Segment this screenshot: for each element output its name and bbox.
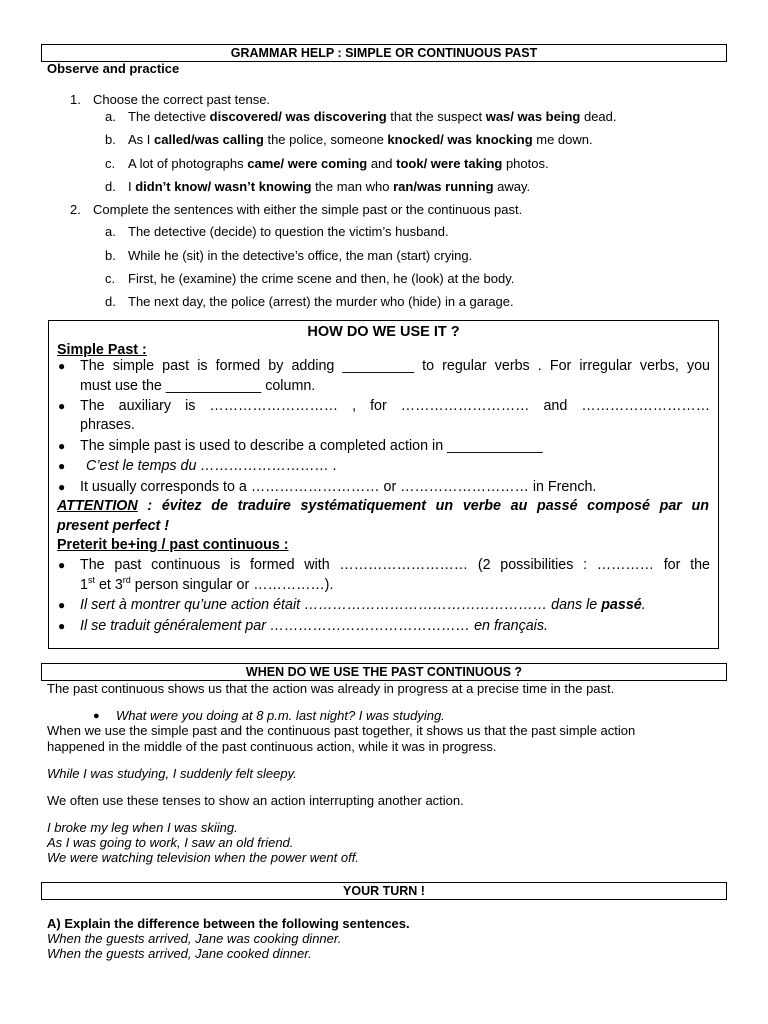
bullet-icon: ● bbox=[58, 480, 66, 494]
past-continuous-line: Il se traduit généralement par …………………………………… en français. bbox=[80, 618, 548, 634]
ex2-item: First, he (examine) the crime scene and then, he (look) at the body. bbox=[128, 271, 515, 286]
header-your-turn: YOUR TURN ! bbox=[41, 882, 727, 900]
when-paragraph: The past continuous shows us that the action was already in progress at a precise time in the past. bbox=[47, 681, 615, 696]
ex1-letter: a. bbox=[105, 109, 116, 124]
your-turn-question: A) Explain the difference between the following sentences. bbox=[47, 916, 410, 931]
header-grammar-help: GRAMMAR HELP : SIMPLE OR CONTINUOUS PAST bbox=[41, 44, 727, 62]
ex1-letter: c. bbox=[105, 156, 116, 171]
when-paragraph: We often use these tenses to show an action interrupting another action. bbox=[47, 793, 464, 808]
ex2-letter: b. bbox=[105, 248, 116, 263]
when-example: We were watching television when the power went off. bbox=[47, 850, 359, 865]
bullet-icon: ● bbox=[93, 710, 100, 722]
ex1-item: As I called/was calling the police, someone knocked/ was knocking me down. bbox=[128, 132, 593, 147]
ex1-letter: d. bbox=[105, 179, 116, 194]
simple-past-line: The simple past is formed by adding _________ to regular verbs . For irregular verbs, you bbox=[80, 358, 710, 374]
attention-line: present perfect ! bbox=[57, 518, 170, 534]
when-example: I broke my leg when I was skiing. bbox=[47, 820, 238, 835]
bullet-icon: ● bbox=[58, 359, 66, 373]
ex2-item: The next day, the police (arrest) the murder who (hide) in a garage. bbox=[128, 294, 514, 309]
ex2-item: While he (sit) in the detective’s office, the man (start) crying. bbox=[128, 248, 473, 263]
simple-past-heading: Simple Past : bbox=[57, 342, 147, 358]
bullet-icon: ● bbox=[58, 619, 66, 633]
bullet-icon: ● bbox=[58, 459, 66, 473]
simple-past-line: The auxiliary is ……………………… , for ……………………… and ……………………… bbox=[80, 398, 710, 414]
when-paragraph: When we use the simple past and the continuous past together, it shows us that the past simple action bbox=[47, 723, 636, 738]
bullet-icon: ● bbox=[58, 439, 66, 453]
bullet-icon: ● bbox=[58, 399, 66, 413]
past-continuous-line: Il sert à montrer qu’une action était …………………………………………… dans le passé. bbox=[80, 597, 646, 613]
ex1-title: Choose the correct past tense. bbox=[93, 92, 271, 107]
box-title: HOW DO WE USE IT ? bbox=[307, 324, 460, 340]
ex1-number: 1. bbox=[70, 92, 81, 107]
header-when-past-continuous: WHEN DO WE USE THE PAST CONTINUOUS ? bbox=[41, 663, 727, 681]
observe-heading: Observe and practice bbox=[47, 61, 180, 76]
ex2-letter: c. bbox=[105, 271, 116, 286]
simple-past-line: phrases. bbox=[80, 417, 135, 433]
your-turn-sentence: When the guests arrived, Jane cooked dinner. bbox=[47, 946, 312, 961]
when-paragraph: happened in the middle of the past continuous action, while it was in progress. bbox=[47, 739, 497, 754]
your-turn-sentence: When the guests arrived, Jane was cooking dinner. bbox=[47, 931, 342, 946]
ex2-letter: a. bbox=[105, 224, 116, 239]
bullet-icon: ● bbox=[58, 558, 66, 572]
when-example: While I was studying, I suddenly felt sleepy. bbox=[47, 766, 297, 781]
ex1-item: I didn’t know/ wasn’t knowing the man who ran/was running away. bbox=[128, 179, 531, 194]
simple-past-line: The simple past is used to describe a completed action in ____________ bbox=[80, 438, 543, 454]
simple-past-line: It usually corresponds to a ……………………… or ……………………… in French. bbox=[80, 479, 597, 495]
past-continuous-line: 1st et 3rd person singular or ……………). bbox=[80, 575, 334, 593]
past-continuous-line: The past continuous is formed with ……………………… (2 possibilities : ………… for the bbox=[80, 557, 710, 573]
ex1-letter: b. bbox=[105, 132, 116, 147]
bullet-icon: ● bbox=[58, 598, 66, 612]
ex1-item: A lot of photographs came/ were coming and took/ were taking photos. bbox=[128, 156, 549, 171]
ex2-item: The detective (decide) to question the victim’s husband. bbox=[128, 224, 449, 239]
ex1-item: The detective discovered/ was discovering that the suspect was/ was being dead. bbox=[128, 109, 617, 124]
when-example: What were you doing at 8 p.m. last night? I was studying. bbox=[116, 708, 445, 723]
ex2-letter: d. bbox=[105, 294, 116, 309]
past-continuous-heading: Preterit be+ing / past continuous : bbox=[57, 537, 289, 553]
ex2-number: 2. bbox=[70, 202, 81, 217]
ex2-title: Complete the sentences with either the simple past or the continuous past. bbox=[93, 202, 523, 217]
when-example: As I was going to work, I saw an old friend. bbox=[47, 835, 294, 850]
simple-past-line: C’est le temps du ……………………… . bbox=[86, 458, 338, 474]
attention-line: ATTENTION : évitez de traduire systématiquement un verbe au passé composé par un bbox=[57, 498, 709, 514]
simple-past-line: must use the ____________ column. bbox=[80, 378, 316, 394]
